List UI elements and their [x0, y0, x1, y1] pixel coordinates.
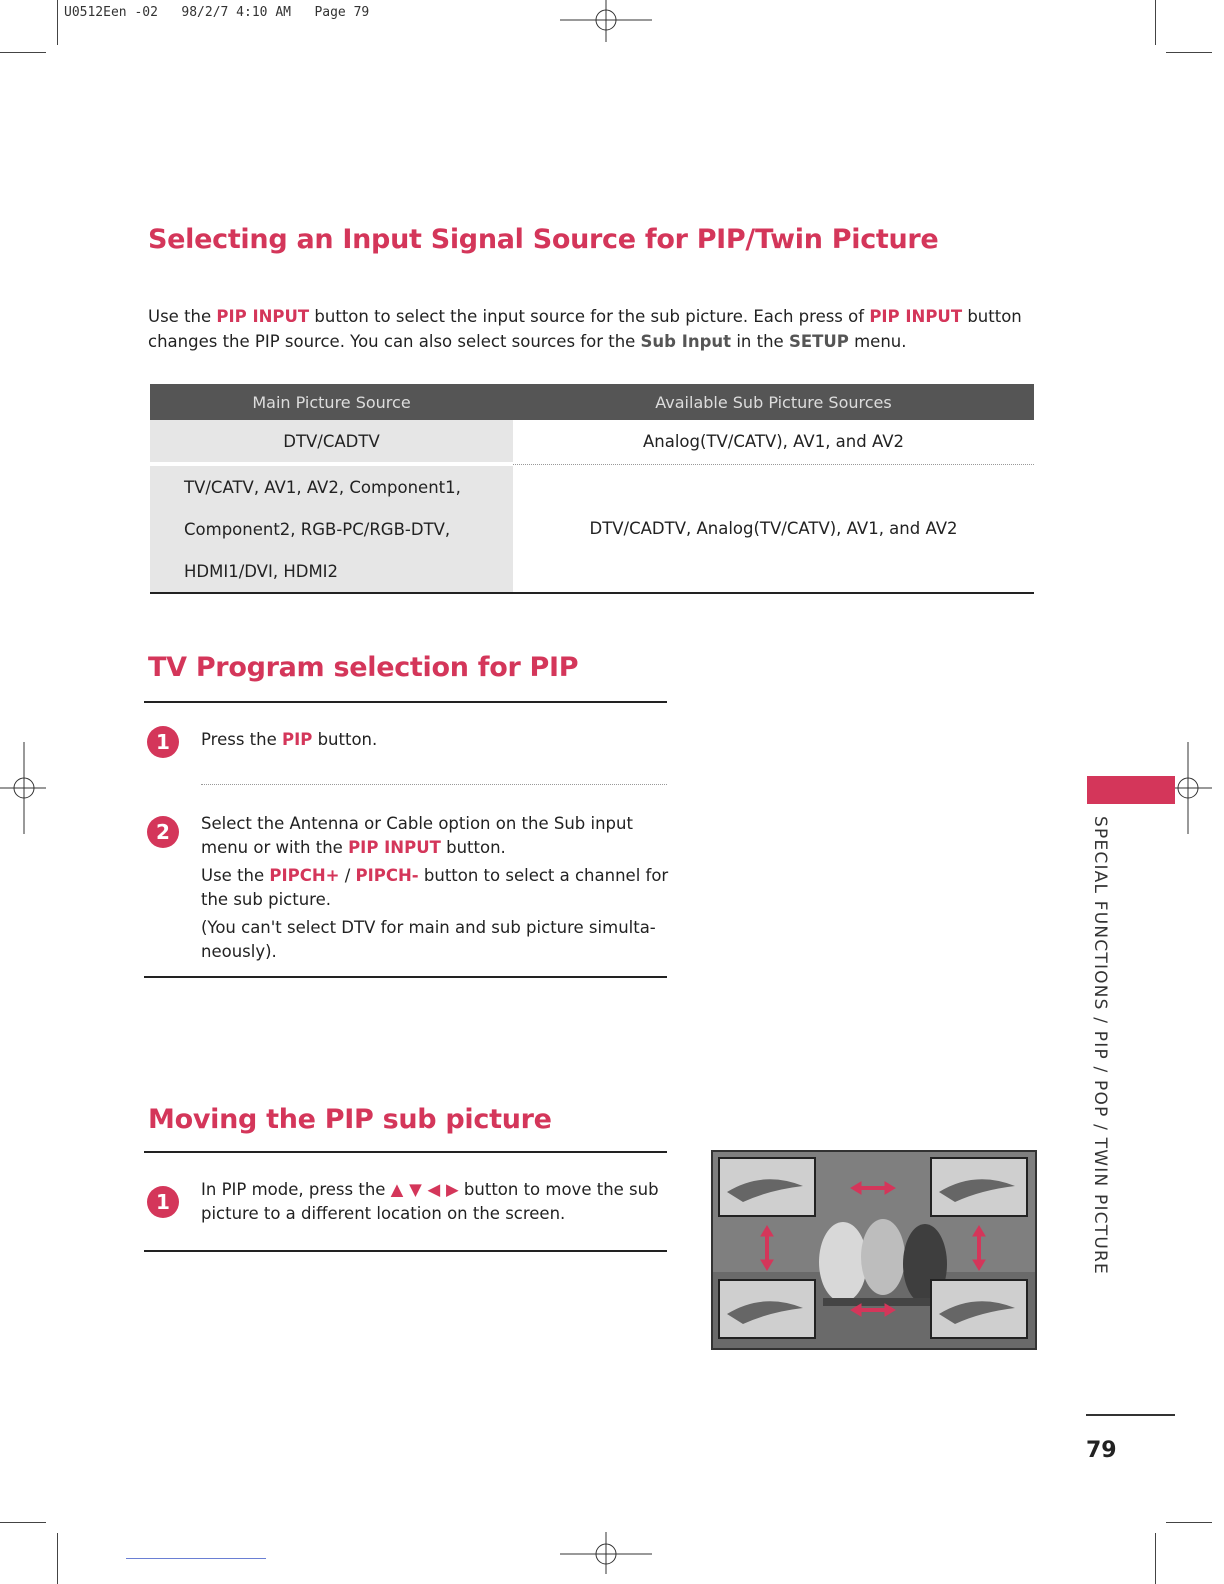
page-number: 79 — [1086, 1438, 1117, 1463]
pip-window-bottom-right — [931, 1280, 1027, 1338]
step-number-icon: 1 — [147, 726, 179, 758]
crop-mark — [0, 52, 46, 53]
step-line: Select the Antenna or Cable option on the Sub input menu or with the PIP INPUT button. — [201, 814, 633, 857]
pip-window-top-left — [719, 1158, 815, 1216]
registration-mark-top — [560, 0, 652, 42]
step-line: (You can't select DTV for main and sub picture simulta-neously). — [201, 918, 656, 961]
crop-mark — [1166, 1522, 1212, 1523]
crop-mark — [57, 0, 58, 45]
divider — [144, 701, 667, 703]
section-title-moving-pip: Moving the PIP sub picture — [148, 1104, 552, 1135]
step-line: Use the PIPCH+ / PIPCH- button to select a channel for the sub picture. — [201, 866, 669, 909]
section-title-tv-program: TV Program selection for PIP — [148, 652, 579, 683]
divider — [144, 1250, 667, 1252]
crop-mark — [1155, 1533, 1156, 1584]
bottom-link-line — [126, 1558, 266, 1559]
pip-window-bottom-left — [719, 1280, 815, 1338]
arrow-buttons-icon: ▲ ▼ ◀ ▶ — [390, 1180, 459, 1199]
dotted-divider — [201, 784, 667, 785]
crop-mark — [57, 1533, 58, 1584]
table-cell-main: Component2, RGB-PC/RGB-DTV, — [150, 508, 513, 550]
intro-paragraph: Use the PIP INPUT button to select the input source for the sub picture. Each press of PIP INPUT button changes the PIP source. You can also select sources for the Sub Input in the SETUP menu. — [148, 307, 1022, 351]
child-figure — [819, 1222, 867, 1302]
step-text: Press the PIP button. — [201, 730, 378, 749]
pip-window-top-right — [931, 1158, 1027, 1216]
source-table — [150, 384, 1034, 594]
table-cell-sub: Analog(TV/CATV), AV1, and AV2 — [513, 420, 1034, 464]
table-cell-main: HDMI1/DVI, HDMI2 — [150, 550, 513, 593]
pip-illustration-svg — [713, 1152, 1035, 1348]
step-number-icon: 2 — [147, 816, 179, 848]
bench — [823, 1298, 933, 1306]
divider — [144, 976, 667, 978]
table-header-sub: Available Sub Picture Sources — [513, 384, 1034, 420]
step-number-icon: 1 — [147, 1186, 179, 1218]
page-number-rule — [1086, 1414, 1175, 1416]
section-title-input-source: Selecting an Input Signal Source for PIP/Twin Picture — [148, 224, 939, 255]
print-header: U0512Een -02 98/2/7 4:10 AM Page 79 — [64, 5, 370, 20]
crop-mark — [1166, 52, 1212, 53]
table-header-main: Main Picture Source — [150, 384, 513, 420]
step-text: In PIP mode, press the ▲ ▼ ◀ ▶ button to move the sub picture to a different location on the screen. — [201, 1180, 659, 1223]
table-cell-main: DTV/CADTV — [150, 420, 513, 464]
child-figure — [861, 1219, 905, 1295]
side-tab-label: SPECIAL FUNCTIONS / PIP / POP / TWIN PICTURE — [1090, 816, 1110, 1275]
section-tab — [1087, 776, 1175, 804]
step-text — [201, 812, 671, 964]
registration-mark-left — [0, 742, 46, 834]
table-cell-main: TV/CATV, AV1, AV2, Component1, — [150, 464, 513, 508]
table-header-row — [150, 384, 1034, 420]
pip-position-illustration — [711, 1150, 1037, 1350]
divider — [144, 1151, 667, 1153]
table-cell-sub: DTV/CADTV, Analog(TV/CATV), AV1, and AV2 — [513, 464, 1034, 593]
table-row — [150, 420, 1034, 464]
crop-mark — [1155, 0, 1156, 45]
registration-mark-bottom — [560, 1532, 652, 1574]
crop-mark — [0, 1522, 46, 1523]
table-row — [150, 464, 1034, 508]
